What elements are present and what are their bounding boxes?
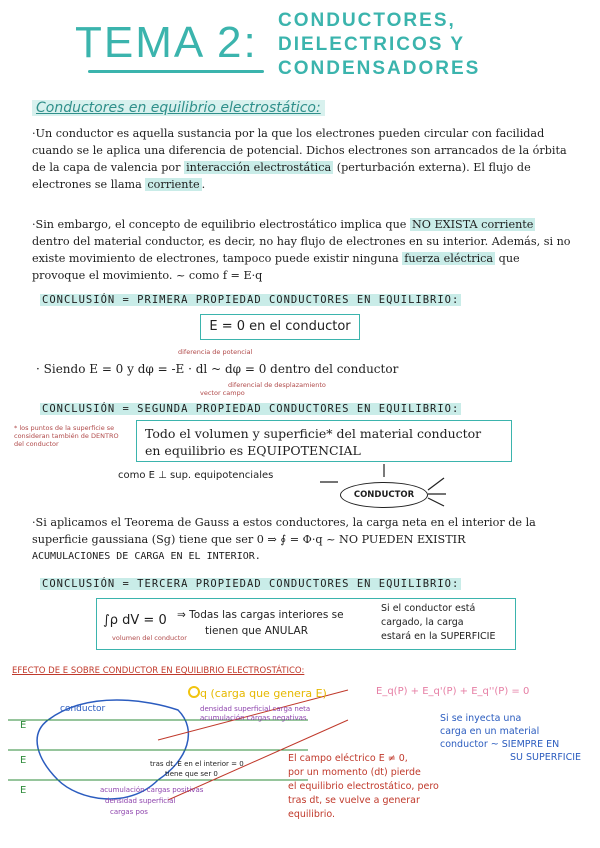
formula-box-1: E = 0 en el conductor <box>200 314 360 340</box>
title-line-1: CONDUCTORES, <box>278 10 456 31</box>
box3-arrow-text-2: tienen que ANULAR <box>205 625 309 637</box>
paragraph-gauss <box>32 514 572 565</box>
diagram-e1: E <box>20 720 27 731</box>
title-line-3: CONDENSADORES <box>278 58 481 79</box>
box2-line-1: Todo el volumen y superficie* del material conductor <box>145 426 482 441</box>
conductor-oval: CONDUCTOR <box>340 482 428 508</box>
diagram-q-label: q (carga que genera E) <box>200 687 327 700</box>
eq-sum: E_q(P) + E_q'(P) + E_q''(P) = 0 <box>376 686 530 697</box>
diagram-pos-1: acumulación cargas positivas <box>100 786 204 794</box>
title-line-2: DIELECTRICOS Y <box>278 34 466 55</box>
note-field-vector: vector campo <box>200 389 245 397</box>
para1-highlight-2: corriente <box>147 178 200 191</box>
conclusion-3: CONCLUSIÓN = TERCERA PROPIEDAD CONDUCTORES EN EQUILIBRIO: <box>42 578 460 590</box>
diagram-pos-3: cargas pos <box>110 808 148 816</box>
diagram-e2: E <box>20 755 27 766</box>
inyecta-line-1: Si se inyecta una <box>440 713 522 724</box>
diagram-tiene: tiene que ser 0 <box>165 770 218 778</box>
para2-text-3: que provoque el movimiento. ~ como f = E·q <box>32 252 520 282</box>
inyecta-line-3: conductor ~ SIEMPRE EN <box>440 739 560 750</box>
box3-right-1: Si el conductor está <box>381 603 476 614</box>
conclusion-2: CONCLUSIÓN = SEGUNDA PROPIEDAD CONDUCTORES EN EQUILIBRIO: <box>42 403 460 415</box>
para1-text-3: . <box>201 178 206 191</box>
box3-right-2: cargado, la carga <box>381 617 464 628</box>
paragraph-equilibrium <box>32 216 572 284</box>
box3-arrow-text-1: ⇒ Todas las cargas interiores se <box>177 609 344 621</box>
campo-line-4: tras dt, se vuelve a generar <box>288 795 420 806</box>
para1-highlight-1: interacción electrostática <box>186 161 332 174</box>
para1-text-1: ·Un conductor es aquella sustancia por la que los electrones pueden circular con facilidad cuando se le aplica una diferencia de potencial. Dichos electrones son arrancados de la órbita de la capa de valencia por <box>32 127 567 174</box>
inyecta-text <box>440 712 581 764</box>
note-conductor-volume: volumen del conductor <box>112 634 187 642</box>
section-heading: Conductores en equilibrio electrostático: <box>32 100 325 116</box>
diagram-pos-2: densidad superficial <box>105 797 176 805</box>
para2-text-1: ·Sin embargo, el concepto de equilibrio electrostático implica que <box>32 218 410 231</box>
diagram-conductor-label: conductor <box>60 704 106 714</box>
campo-line-5: equilibrio. <box>288 809 336 820</box>
inyecta-line-2: carga en un material <box>440 726 540 737</box>
como-line: como E ⊥ sup. equipotenciales <box>118 470 274 481</box>
side-note-surface-points: * los puntos de la superficie se consideran también de DENTRO del conductor <box>14 424 119 448</box>
paragraph-conductor-definition <box>32 125 572 193</box>
conclusion-1: CONCLUSIÓN = PRIMERA PROPIEDAD CONDUCTORES EN EQUILIBRIO: <box>42 294 460 306</box>
note-displacement: diferencial de desplazamiento <box>228 381 326 389</box>
note-potential-difference: diferencia de potencial <box>178 348 253 356</box>
para2-highlight-1: NO EXISTA corriente <box>411 218 534 231</box>
title-tema: TEMA 2: <box>75 18 258 67</box>
para2-text-2: dentro del material conductor, es decir, no hay flujo de electrones en su interior. Además, si no existe movimiento de electrones, tampoco puede existir ninguna <box>32 235 571 265</box>
box-third-property <box>96 598 516 650</box>
box2-line-2: en equilibrio es EQUIPOTENCIAL <box>145 443 361 458</box>
campo-line-2: por un momento (dt) pierde <box>288 767 421 778</box>
para3-text-2: ACUMULACIONES DE CARGA EN EL INTERIOR. <box>32 551 261 562</box>
para1-text-2: (perturbación externa). El flujo de electrones se llama <box>32 161 531 191</box>
title-underline <box>88 70 264 73</box>
efecto-title: EFECTO DE E SOBRE CONDUCTOR EN EQUILIBRIO ELECTROSTÁTICO: <box>12 666 305 676</box>
diagram-neg-1: densidad superficial carga neta <box>200 705 311 713</box>
field-arrows-diagram <box>320 462 480 512</box>
campo-line-3: el equilibrio electrostático, pero <box>288 781 439 792</box>
diagram-tras: tras dt, E en el interior = 0 <box>150 760 244 768</box>
campo-text <box>288 752 439 822</box>
siendo-line: · Siendo E = 0 y dφ = -E · dl ~ dφ = 0 dentro del conductor <box>36 362 399 376</box>
diagram-e3: E <box>20 785 27 796</box>
diagram-neg-2: acumulación cargas negativas <box>200 714 307 722</box>
box3-right-3: estará en la SUPERFICIE <box>381 631 496 642</box>
integral-formula: ∫ρ dV = 0 <box>103 613 167 628</box>
box-equipotential <box>136 420 512 462</box>
campo-line-1: El campo eléctrico E ≠ 0, <box>288 753 408 764</box>
inyecta-line-4: SU SUPERFICIE <box>510 752 582 763</box>
para3-text-1: ·Si aplicamos el Teorema de Gauss a estos conductores, la carga neta en el interior de la superficie gaussiana (Sg) tiene que ser 0 ⇒ ∮ = Φ·q ~ NO PUEDEN EXISTIR <box>32 516 536 546</box>
para2-highlight-2: fuerza eléctrica <box>404 252 494 265</box>
